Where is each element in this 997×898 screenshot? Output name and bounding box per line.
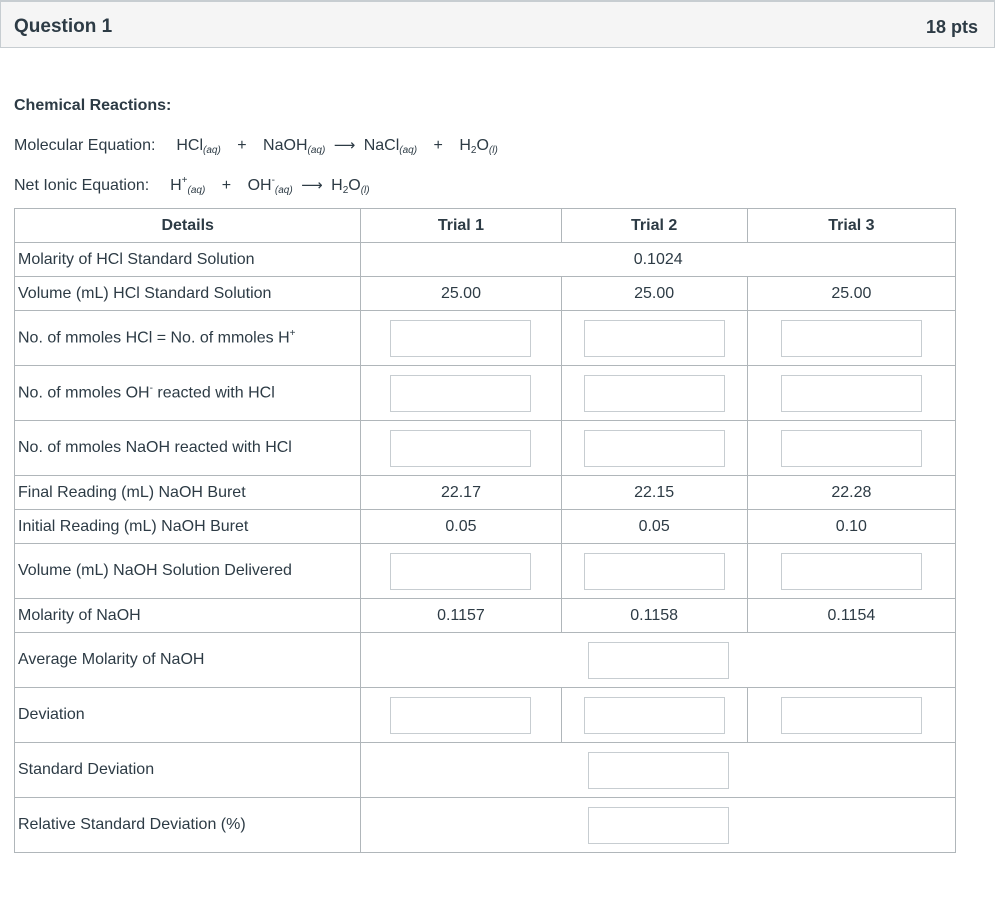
section-title: Chemical Reactions: [14,97,172,114]
row-final-reading [15,476,956,510]
header-details: Details [15,209,361,243]
trial-3-value: 0.10 [747,510,955,544]
trial-2-input[interactable] [584,375,725,412]
reactant-naoh-state: (aq) [307,145,326,156]
row-label: Molarity of NaOH [15,599,361,633]
trial-3-input[interactable] [781,375,922,412]
row-label: Final Reading (mL) NaOH Buret [15,476,361,510]
average-molarity-input[interactable] [588,642,729,679]
row-volume-hcl [15,277,956,311]
row-label: Initial Reading (mL) NaOH Buret [15,510,361,544]
trial-2-value: 25.00 [561,277,747,311]
row-label: Volume (mL) NaOH Solution Delivered [15,544,361,599]
header-trial-1: Trial 1 [361,209,561,243]
row-mmoles-hcl [15,311,956,366]
plus-sign: + [237,137,247,154]
row-label: Molarity of HCl Standard Solution [15,243,361,277]
trial-1-value: 0.1157 [361,599,561,633]
product-water: $H_2O_{(l)}$ [459,137,498,156]
molecular-equation [14,136,498,156]
row-label: Standard Deviation [15,743,361,798]
plus-sign: + [221,177,232,194]
trial-1-input[interactable] [390,430,531,467]
net-ionic-equation [14,175,370,196]
product-nacl: NaCl [363,137,400,154]
row-label: No. of mmoles OH- reacted with HCl [15,366,361,421]
header-trial-3: Trial 3 [747,209,955,243]
row-molarity-naoh [15,599,956,633]
row-label: No. of mmoles NaOH reacted with HCl [15,421,361,476]
question-title: Question 1 [14,16,113,37]
trial-1-input[interactable] [390,320,531,357]
trial-2-input[interactable] [584,320,725,357]
row-initial-reading [15,510,956,544]
reaction-arrow-icon: ⟶ [301,177,323,194]
trial-2-input[interactable] [584,697,725,734]
row-mmoles-oh [15,366,956,421]
row-label: No. of mmoles HCl = No. of mmoles H+ [15,311,361,366]
product-nacl-state: (aq) [399,145,418,156]
shared-value: 0.1024 [361,243,956,277]
row-average-molarity [15,633,956,688]
trial-1-value: 22.17 [361,476,561,510]
trial-3-input[interactable] [781,320,922,357]
trial-2-value: 0.1158 [561,599,747,633]
header-trial-2: Trial 2 [561,209,747,243]
trial-2-input[interactable] [584,430,725,467]
trial-1-value: 25.00 [361,277,561,311]
reactant-naoh: NaOH [263,137,308,154]
row-relative-standard-deviation [15,798,956,853]
trial-1-input[interactable] [390,697,531,734]
ion-h-plus: $H^+_{(aq)}$ [170,175,206,196]
trial-3-value: 22.28 [747,476,955,510]
trial-3-input[interactable] [781,697,922,734]
reaction-arrow-icon: ⟶ [333,137,356,154]
row-standard-deviation [15,743,956,798]
row-molarity-hcl [15,243,956,277]
question-header [0,0,995,48]
row-label: Deviation [15,688,361,743]
row-label: Volume (mL) HCl Standard Solution [15,277,361,311]
data-table [14,208,956,853]
trial-3-value: 25.00 [747,277,955,311]
plus-sign: + [433,137,443,154]
trial-3-input[interactable] [781,430,922,467]
standard-deviation-input[interactable] [588,752,729,789]
relative-standard-deviation-input[interactable] [588,807,729,844]
trial-3-input[interactable] [781,553,922,590]
table-header-row [15,209,956,243]
row-volume-naoh [15,544,956,599]
trial-2-input[interactable] [584,553,725,590]
trial-2-value: 0.05 [561,510,747,544]
question-points: 18 pts [925,17,978,37]
row-label: Average Molarity of NaOH [15,633,361,688]
product-water: $H_2O_{(l)}$ [331,177,370,196]
row-mmoles-naoh [15,421,956,476]
trial-1-value: 0.05 [361,510,561,544]
reactant-hcl-state: (aq) [203,145,221,156]
row-deviation [15,688,956,743]
ion-oh-minus: $OH^-_{(aq)}$ [247,175,293,196]
molecular-equation-label: Molecular Equation: [14,137,156,154]
reactant-hcl: HCl [176,137,203,154]
trial-2-value: 22.15 [561,476,747,510]
trial-1-input[interactable] [390,553,531,590]
net-ionic-equation-label: Net Ionic Equation: [14,177,150,194]
trial-1-input[interactable] [390,375,531,412]
trial-3-value: 0.1154 [747,599,955,633]
row-label: Relative Standard Deviation (%) [15,798,361,853]
